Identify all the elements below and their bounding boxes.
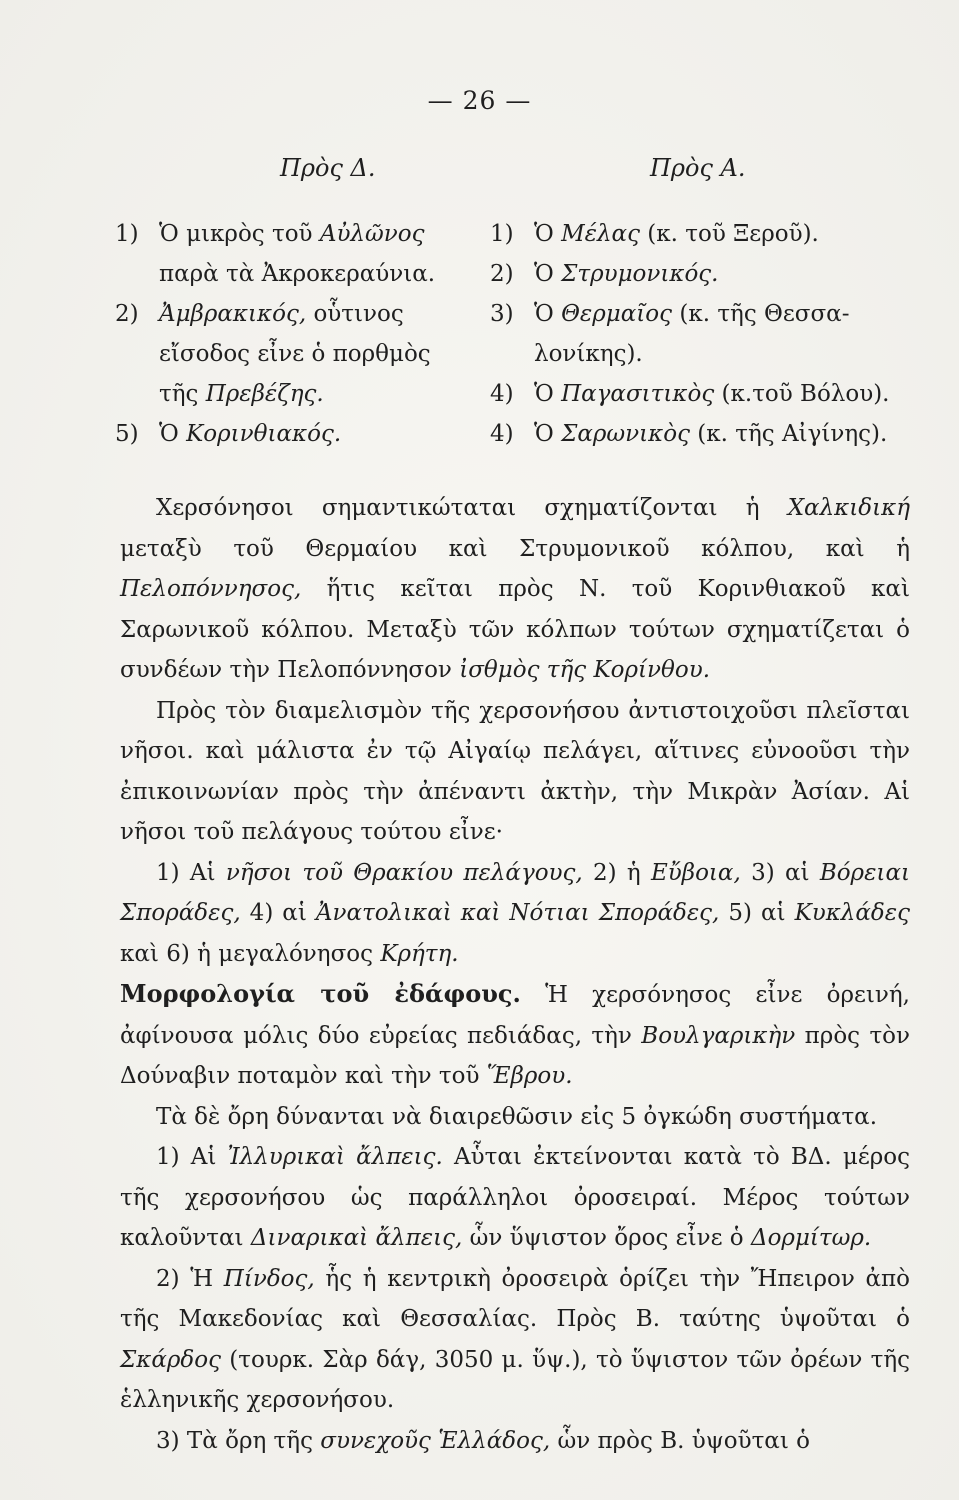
list-item: 4) Ὁ Παγασιτικὸς (κ.τοῦ Βόλου). <box>490 381 890 407</box>
right-column-heading: Πρὸς Α. <box>650 154 746 182</box>
paragraph-continental-greece: 3) Τὰ ὄρη τῆς συνεχοῦς Ἑλλάδος, ὧν πρὸς Β. ὑψοῦται ὁ <box>156 1427 810 1454</box>
paragraph-island-list: 1) Αἱ νῆσοι τοῦ Θρακίου πελάγους, 2) ἡ Εὔβοια, 3) αἱ Βόρειαι Σποράδες, 4) αἱ Ἀνατολικαὶ καὶ Νότιαι Σποράδες, 5) αἱ Κυκλάδες καὶ 6) ἡ μεγαλόνησος Κρήτη. <box>120 859 910 967</box>
list-item: 5) Ὁ Κορινθιακός. <box>115 421 342 447</box>
paragraph-morphology: Μορφολογία τοῦ ἐδάφους. Ἡ χερσόνησος εἶνε ὀρεινή, ἀφίνουσα μόλις δύο εὐρείας πεδιάδας, τὴν Βουλγαρικὴν πρὸς τὸν Δούναβιν ποταμὸν καὶ τὴν τοῦ Ἕβρου. <box>120 979 910 1089</box>
list-item: 1) Ὁ μικρὸς τοῦ Αὐλῶνος παρὰ τὰ Ἀκροκεραύνια. <box>115 221 436 287</box>
right-gulf-list <box>490 214 930 454</box>
paragraph-illyrian-alps: 1) Αἱ Ἰλλυρικαὶ ἄλπεις. Αὗται ἐκτείνονται κατὰ τὸ ΒΔ. μέρος τῆς χερσονήσου ὡς παράλληλοι ὀροσειραί. Μέρος τούτων καλοῦνται Διναρικαὶ ἄλπεις, ὧν ὕψιστον ὄρος εἶνε ὁ Δορμίτωρ. <box>120 1144 910 1251</box>
paragraph-peninsulas: Χερσόνησοι σημαντικώταται σχηματίζονται ἡ Χαλκιδική μεταξὺ τοῦ Θερμαίου καὶ Στρυμονικοῦ κόλπου, καὶ ἡ Πελοπόννησος, ἥτις κεῖται πρὸς Ν. τοῦ Κορινθιακοῦ καὶ Σαρωνικοῦ κόλπου. Μεταξὺ τῶν κόλπων τούτων σχηματίζεται ὁ συνδέων τὴν Πελοπόννησον ἰσθμὸς τῆς Κορίνθου. <box>120 495 910 683</box>
list-item: 4) Ὁ Σαρωνικὸς (κ. τῆς Αἰγίνης). <box>490 421 888 447</box>
left-column-heading: Πρὸς Δ. <box>280 154 376 182</box>
body-text <box>120 488 910 1461</box>
section-heading: Μορφολογία τοῦ ἐδάφους. <box>120 979 521 1008</box>
list-item: 2) Ἀμβρακικός, οὗτινος εἴσοδος εἶνε ὁ πορθμὸς τῆς Πρεβέζης. <box>115 301 431 407</box>
left-gulf-list <box>115 214 485 454</box>
page-number: — 26 — <box>427 86 532 115</box>
paragraph-pindus: 2) Ἡ Πίνδος, ἧς ἡ κεντρικὴ ὀροσειρὰ ὁρίζει τὴν Ἤπειρον ἀπὸ τῆς Μακεδονίας καὶ Θεσσαλίας. Πρὸς Β. ταύτης ὑψοῦται ὁ Σκάρδος (τουρκ. Σὰρ δάγ, 3050 μ. ὕψ.), τὸ ὕψιστον τῶν ὀρέων τῆς ἑλληνικῆς χερσονήσου. <box>120 1265 910 1413</box>
paragraph-islands: Πρὸς τὸν διαμελισμὸν τῆς χερσονήσου ἀντιστοιχοῦσι πλεῖσται νῆσοι. καὶ μάλιστα ἐν τῷ Αἰγαίῳ πελάγει, αἵτινες εὐνοοῦσι τὴν ἐπικοινωνίαν πρὸς τὴν ἀπέναντι ἀκτὴν, τὴν Μικρὰν Ἀσίαν. Αἱ νῆσοι τοῦ πελάγους τούτου εἶνε· <box>120 697 910 845</box>
paragraph-mountain-systems: Τὰ δὲ ὄρη δύνανται νὰ διαιρεθῶσιν εἰς 5 ὀγκώδη συστήματα. <box>156 1103 878 1130</box>
list-item: 3) Ὁ Θερμαῖος (κ. τῆς Θεσσα- λονίκης). <box>490 301 850 367</box>
list-item: 2) Ὁ Στρυμονικός. <box>490 261 719 287</box>
list-item: 1) Ὁ Μέλας (κ. τοῦ Ξεροῦ). <box>490 221 819 247</box>
